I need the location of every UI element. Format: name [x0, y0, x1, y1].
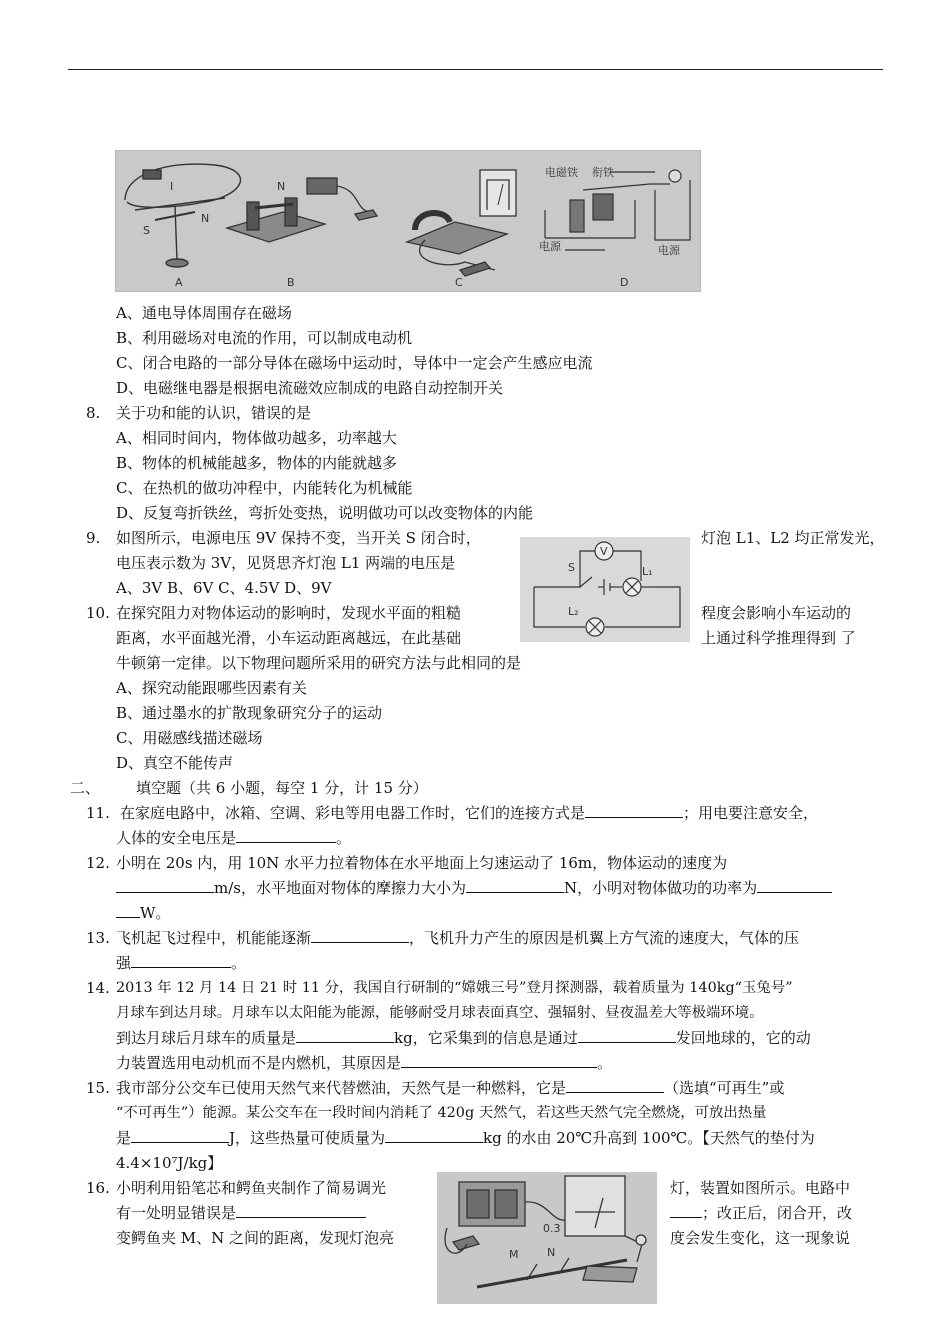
pole-label-s: S [143, 224, 150, 237]
q12-text-2b: N，小明对物体做功的功率为 [563, 879, 758, 897]
q15-text-3b: J，这些热量可使质量为 [229, 1129, 386, 1147]
armature-label: 衔铁 [592, 166, 614, 179]
switch-label: S [568, 561, 575, 574]
q10-option-d: D、真空不能传声 [116, 754, 234, 772]
q14-line-3 [116, 1027, 811, 1049]
q14-text-3c: 发回地球的，它的动 [675, 1029, 811, 1047]
q11-text-2b: 。 [336, 829, 352, 847]
clip-n-label: N [547, 1246, 556, 1259]
q10-option-b: B、通过墨水的扩散现象研究分子的运动 [116, 704, 383, 722]
q15-line-3 [116, 1127, 815, 1149]
q7-option-d: D、电磁继电器是根据电流磁效应制成的电路自动控制开关 [116, 379, 504, 397]
q12-blank-1[interactable] [116, 878, 214, 893]
q13-text-2a: 强 [116, 954, 132, 972]
q13-text-1b: ，飞机升力产生的原因是机翼上方气流的速度大，气体的压 [409, 929, 800, 947]
lamp-l1-label: L₁ [642, 565, 653, 578]
figure-label-b: B [287, 276, 295, 289]
q14-blank-2[interactable] [578, 1028, 676, 1043]
q15-text-3c: kg 的水由 20℃升高到 100℃。【天然气的垫付为 [483, 1129, 815, 1147]
q14-number: 14. [86, 979, 110, 997]
q9-options: A、3V B、6V C、4.5V D、9V [116, 579, 332, 597]
q15-blank-2[interactable] [131, 1128, 229, 1143]
lamp-l2-label: L₂ [568, 605, 579, 618]
q16-dimmer-photo [437, 1172, 657, 1304]
q15-text-1a: 我市部分公交车已使用天然气来代替燃油，天然气是一种燃料，它是 [116, 1079, 567, 1097]
figure-label-d: D [620, 276, 629, 289]
q15-line-2: “不可再生”）能源。某公交车在一段时间内消耗了 420g 天然气，若这些天然气完全燃烧，可放出热量 [116, 1105, 767, 1121]
q10-line-1-left: 在探究阻力对物体运动的影响时，发现水平面的粗糙 [116, 604, 462, 622]
q15-text-3a: 是 [116, 1129, 132, 1147]
q14-line-4 [116, 1052, 612, 1074]
q11-line-2 [116, 827, 351, 849]
q15-text-1b: （选填“可再生”或 [664, 1079, 785, 1097]
q15-number: 15. [86, 1079, 110, 1097]
q10-line-2-right: 上通过科学推理得到 了 [701, 629, 856, 647]
pole-label-n: N [201, 212, 210, 225]
q8-option-c: C、在热机的做功冲程中，内能转化为机械能 [116, 479, 413, 497]
q14-line-1: 2013 年 12 月 14 日 21 时 11 分，我国自行研制的“嫦娥三号”登月探测器，载着质量为 140kg“玉兔号” [116, 980, 793, 996]
figure-label-c: C [455, 276, 463, 289]
figure-label-a: A [175, 276, 183, 289]
q9-stem-left: 如图所示，电源电压 9V 保持不变，当开关 S 闭合时， [116, 529, 481, 547]
q12-text-3b: W。 [140, 904, 171, 922]
header-rule [68, 69, 883, 70]
q15-line-4: 4.4×10⁷J/kg】 [116, 1154, 223, 1172]
q14-line-2: 月球车到达月球。月球车以太阳能为能源，能够耐受月球表面真空、强辐射、昼夜温差大等极端环境。 [116, 1005, 764, 1021]
q12-blank-3[interactable] [757, 878, 832, 893]
q10-option-c: C、用磁感线描述磁场 [116, 729, 263, 747]
pole-label-n2: N [277, 180, 286, 193]
q12-number: 12. [86, 854, 110, 872]
q14-text-3a: 到达月球后月球车的质量是 [116, 1029, 297, 1047]
q9-number: 9. [86, 529, 101, 547]
q15-blank-1[interactable] [566, 1078, 664, 1093]
q12-blank-3-cont [116, 903, 140, 918]
q13-blank-1[interactable] [311, 928, 409, 943]
q11-text-1a: 在家庭电路中，冰箱、空调、彩电等用电器工作时，它们的连接方式是 [120, 804, 586, 822]
q13-text-2b: 。 [231, 954, 247, 972]
q11-text-2a: 人体的安全电压是 [116, 829, 237, 847]
q7-option-a: A、通电导体周围存在磁场 [116, 304, 292, 322]
current-label-i: I [170, 180, 174, 193]
electromagnet-label: 电磁铁 [545, 166, 578, 179]
q11-line-1 [120, 802, 818, 824]
q13-text-1a: 飞机起飞过程中，机能能逐渐 [116, 929, 312, 947]
q8-number: 8. [86, 404, 101, 422]
q12-text-2a: m/s，水平地面对物体的摩擦力大小为 [214, 879, 466, 897]
q8-option-b: B、物体的机械能越多，物体的内能就越多 [116, 454, 398, 472]
q11-text-1b: ；用电要注意安全， [683, 804, 819, 822]
q8-option-a: A、相同时间内，物体做功越多，功率越大 [116, 429, 397, 447]
q10-number: 10. [86, 604, 110, 622]
section-2-number: 二、 [70, 779, 101, 797]
q14-blank-1[interactable] [296, 1028, 394, 1043]
q9-stem-right: 灯泡 L1、L2 均正常发光， [701, 529, 885, 547]
q16-blank-1[interactable] [236, 1203, 366, 1218]
q16-line-3-right: 度会发生变化，这一现象说 [670, 1229, 851, 1247]
q16-line-1-left: 小明利用铅笔芯和鳄鱼夹制作了简易调光 [116, 1179, 387, 1197]
clip-m-label: M [509, 1248, 519, 1261]
q14-blank-3[interactable] [401, 1053, 597, 1068]
electromagnetism-figure [115, 150, 701, 292]
power-source-label-1: 电源 [539, 240, 561, 253]
q12-line-3 [116, 902, 170, 924]
q11-blank-2[interactable] [236, 828, 336, 843]
q16-line-2-right [670, 1202, 852, 1224]
q16-line-1-right: 灯，装置如图所示。电路中 [670, 1179, 851, 1197]
q10-line-1-right: 程度会影响小车运动的 [701, 604, 852, 622]
q16-line-2-left [116, 1202, 366, 1224]
q13-line-2 [116, 952, 246, 974]
q11-number: 11. [86, 804, 110, 822]
q16-number: 16. [86, 1179, 110, 1197]
q9-circuit-diagram [520, 537, 690, 642]
q11-blank-1[interactable] [585, 803, 683, 818]
q8-option-d: D、反复弯折铁丝，弯折处变热，说明做功可以改变物体的内能 [116, 504, 534, 522]
q15-line-1 [116, 1077, 784, 1099]
q12-line-2 [116, 877, 832, 899]
q16-text-2a: 有一处明显错误是 [116, 1204, 237, 1222]
q9-stem-2: 电压表示数为 3V，见贤思齐灯泡 L1 两端的电压是 [116, 554, 456, 572]
q16-blank-1-cont [670, 1203, 702, 1218]
q15-blank-3[interactable] [385, 1128, 483, 1143]
q10-option-a: A、探究动能跟哪些因素有关 [116, 679, 307, 697]
q13-line-1 [116, 927, 799, 949]
q7-option-b: B、利用磁场对电流的作用，可以制成电动机 [116, 329, 413, 347]
q14-text-4b: 。 [597, 1054, 613, 1072]
voltmeter-label: V [600, 545, 608, 558]
meter-reading: 0.3 [543, 1222, 561, 1235]
q14-text-3b: kg，它采集到的信息是通过 [394, 1029, 578, 1047]
q14-text-4a: 力装置选用电动机而不是内燃机，其原因是 [116, 1054, 402, 1072]
q8-stem: 关于功和能的认识，错误的是 [116, 404, 312, 422]
q13-blank-2[interactable] [131, 953, 231, 968]
section-2-title: 填空题（共 6 小题，每空 1 分，计 15 分） [136, 779, 428, 797]
q13-number: 13. [86, 929, 110, 947]
q12-blank-2[interactable] [466, 878, 564, 893]
q12-line-1: 小明在 20s 内，用 10N 水平力拉着物体在水平地面上匀速运动了 16m，物体运动的速度为 [116, 854, 728, 872]
q10-line-2-left: 距离，水平面越光滑，小车运动距离越远，在此基础 [116, 629, 462, 647]
q10-line-3: 牛顿第一定律。以下物理问题所采用的研究方法与此相同的是 [116, 654, 522, 672]
q16-text-2b: ；改正后，闭合开，改 [702, 1204, 853, 1222]
q7-option-c: C、闭合电路的一部分导体在磁场中运动时，导体中一定会产生感应电流 [116, 354, 593, 372]
q16-line-3-left: 变鳄鱼夹 M、N 之间的距离，发现灯泡亮 [116, 1229, 395, 1247]
power-source-label-2: 电源 [658, 244, 680, 257]
